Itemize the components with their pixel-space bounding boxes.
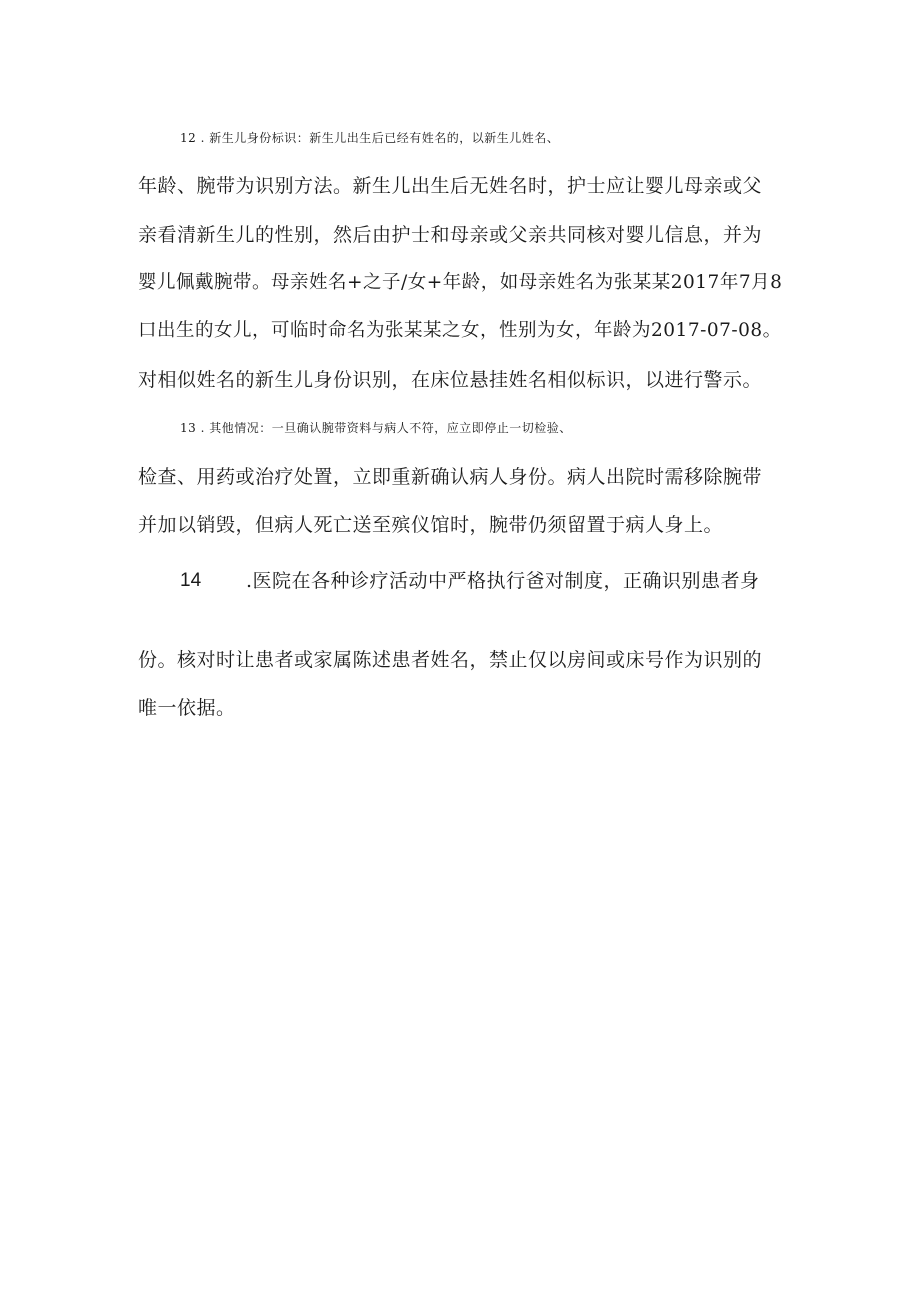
item12-line-5: 口出生的女儿，可临时命名为张某某之女，性别为女，年龄为2017-07-08。 — [138, 320, 782, 341]
item13-line-1: 13 . 其他情况：一旦确认腕带资料与病人不符，应立即停止一切检验、 — [180, 421, 572, 435]
item14-number: 14 — [180, 570, 202, 591]
item12-line-3: 亲看清新生儿的性别，然后由护士和母亲或父亲共同核对婴儿信息，并为 — [138, 224, 763, 246]
item14-line-2: 份。核对时让患者或家属陈述患者姓名，禁止仅以房间或床号作为识别的 — [138, 649, 763, 671]
item13-line-2: 检查、用药或治疗处置，立即重新确认病人身份。病人出院时需移除腕带 — [138, 466, 763, 488]
item13-line-3: 并加以销毁，但病人死亡送至殡仪馆时，腕带仍须留置于病人身上。 — [138, 514, 724, 536]
item14-line-3: 唯一依据。 — [138, 697, 236, 719]
item12-line-2: 年龄、腕带为识别方法。新生儿出生后无姓名时，护士应让婴儿母亲或父 — [138, 175, 763, 197]
item12-line-6: 对相似姓名的新生儿身份识别，在床位悬挂姓名相似标识，以进行警示。 — [138, 369, 763, 391]
item12-line-1: 12 . 新生儿身份标识：新生儿出生后已经有姓名的，以新生儿姓名、 — [180, 131, 560, 145]
item12-line-4: 婴儿佩戴腕带。母亲姓名+之子/女+年龄，如母亲姓名为张某某2017年7月8 — [138, 272, 783, 293]
item14-line-1: .医院在各种诊疗活动中严格执行爸对制度，正确识别患者身 — [246, 570, 760, 592]
